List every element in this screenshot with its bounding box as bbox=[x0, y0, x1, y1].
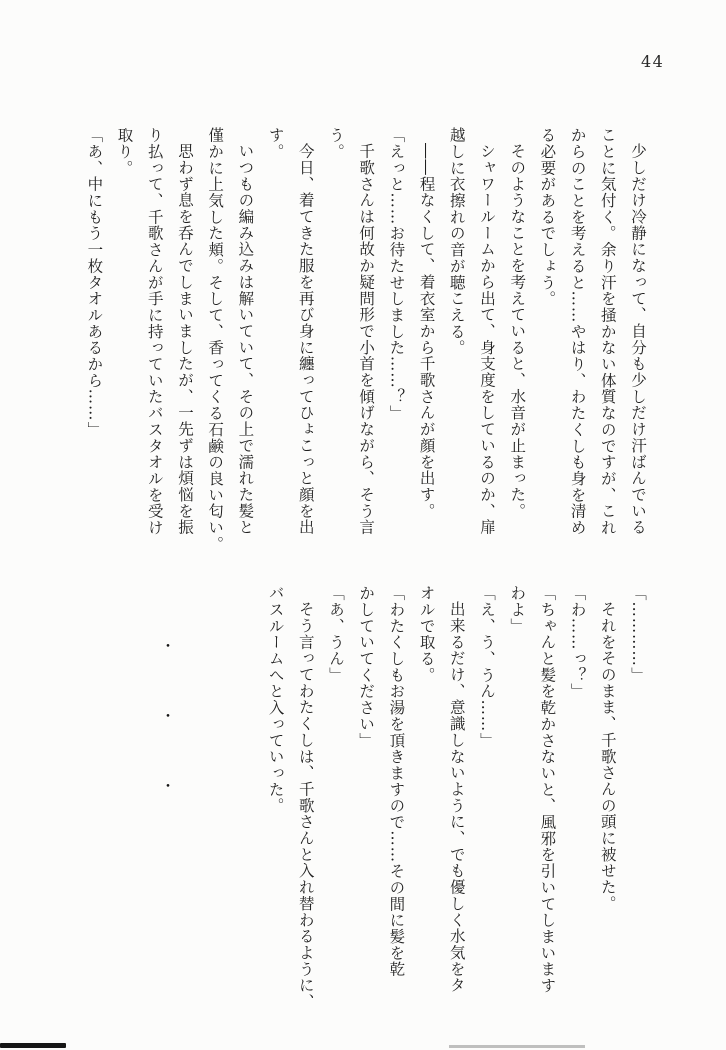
scene-break-dot: ・ bbox=[160, 707, 176, 725]
text-line: 今日、着てきた服を再び身に纏ってひょこっと顔を出 bbox=[296, 143, 315, 536]
text-line: 越しに衣擦れの音が聴こえる。 bbox=[447, 127, 466, 356]
text-line: う。 bbox=[326, 127, 345, 160]
text-line: シャワールームから出て、身支度をしているのか、扉 bbox=[477, 143, 496, 536]
text-line: かしていてください」 bbox=[357, 585, 376, 749]
page-number: 44 bbox=[641, 52, 665, 71]
text-line: それをそのまま、千歌さんの頭に被せた。 bbox=[598, 601, 617, 912]
upper-text-block bbox=[79, 127, 653, 587]
text-line: 僅かに上気した頬。そして、香ってくる石鹸の良い匂い。 bbox=[206, 127, 225, 553]
text-line: 「わ……っ？」 bbox=[568, 585, 587, 700]
text-line: す。 bbox=[266, 127, 285, 160]
text-line: からのことを考えると……やはり、わたくしも身を清め bbox=[568, 127, 587, 536]
text-line: 千歌さんは何故か疑問形で小首を傾げながら、そう言 bbox=[357, 143, 376, 536]
text-line: 「あ、中にもう一枚タオルあるから……」 bbox=[85, 127, 104, 438]
text-line: わよ」 bbox=[508, 585, 527, 635]
text-line: 「…………」 bbox=[629, 585, 647, 684]
text-line: オルで取る。 bbox=[417, 585, 436, 684]
text-line: ――程なくして、着衣室から千歌さんが顔を出す。 bbox=[417, 143, 436, 520]
text-line: 思わず息を呑んでしまいましたが、一先ずは煩悩を振 bbox=[175, 143, 194, 536]
text-line: そのようなことを考えていると、水音が止まった。 bbox=[508, 143, 527, 520]
text-line: 「わたくしもお湯を頂きますので……その間に髪を乾 bbox=[387, 585, 406, 978]
text-line: り払って、千歌さんが手に持っていたバスタオルを受け bbox=[145, 127, 164, 536]
text-line: 出来るだけ、意識しないように、でも優しく水気をタ bbox=[447, 601, 466, 994]
text-line: 「ちゃんと髪を乾かさないと、風邪を引いてしまいます bbox=[538, 585, 557, 994]
text-line: ことに気付く。余り汗を掻かない体質なのですが、これ bbox=[598, 127, 617, 536]
text-line: 少しだけ冷静になって、自分も少しだけ汗ばんでいる bbox=[629, 143, 647, 536]
text-line: そう言ってわたくしは、千歌さんと入れ替わるように、 bbox=[296, 601, 315, 1010]
text-line: る必要があるでしょう。 bbox=[538, 127, 557, 307]
text-line: 取り。 bbox=[115, 127, 134, 177]
text-line: いつもの編み込みは解いていて、その上で濡れた髪と bbox=[236, 143, 255, 536]
scan-artifact-bottom-center bbox=[449, 1045, 585, 1048]
lower-text-block bbox=[260, 585, 653, 1015]
scan-artifact-bottom-left bbox=[0, 1043, 66, 1048]
text-line: 「えっと……お待たせしました……？」 bbox=[387, 127, 406, 422]
text-line: 「あ、うん」 bbox=[326, 585, 345, 684]
text-line: バスルームへと入っていった。 bbox=[266, 585, 285, 814]
scene-break-dot: ・ bbox=[160, 637, 176, 655]
text-line: 「え、う、うん……」 bbox=[477, 585, 496, 749]
scene-break-dots bbox=[158, 634, 178, 798]
scene-break-dot: ・ bbox=[160, 777, 176, 795]
